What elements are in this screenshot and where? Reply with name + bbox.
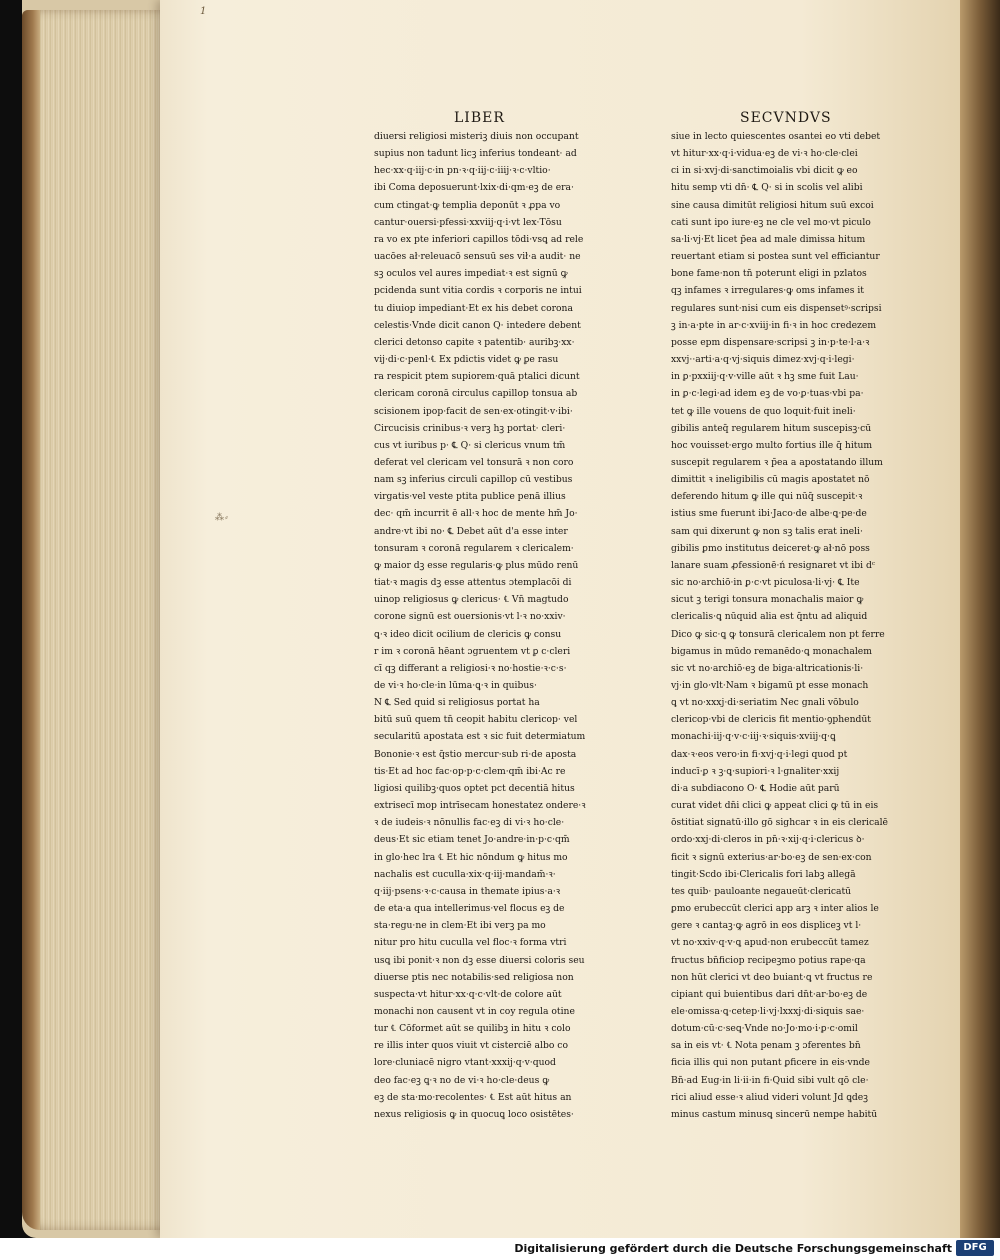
text-line: tu diuiop impediant·Et ex his debet corona	[374, 302, 573, 314]
text-line: cantur·ouersi·pfessi·xxviij·q·i·vt lex·Tōsu	[374, 216, 562, 228]
text-line: in ꝑ·pxxiij·q·v·ville aūt ꝛ hꝫ sme fuit Lau·	[671, 371, 859, 383]
text-column-right	[671, 128, 927, 1123]
text-line: dotum·cū·c·seꝗ·Vnde no·Jo·mo·i·ꝑ·c·omil	[671, 1023, 858, 1035]
text-line: Circucisis crinibus·ꝛ verꝫ hꝫ portat· cleri·	[374, 422, 566, 434]
text-line: ra respicit ptem supiorem·quā ptalici dicunt	[374, 371, 580, 383]
text-line: re illis inter quos viuit vt cisterciē albo co	[374, 1040, 568, 1052]
text-line: vt no·xxiv·q·v·ꝗ apud·non erubeccūt tamez	[671, 937, 869, 949]
binding-edge	[22, 10, 40, 1230]
text-line: diuerse ptis nec notabilis·sed religiosa non	[374, 971, 574, 983]
text-line: vj·in glo·vlt·Nam ꝛ bigamū pt esse monach	[671, 680, 869, 691]
text-line: siue in lecto quiescentes osantei eo vti debet	[671, 131, 881, 142]
text-column-left	[374, 128, 630, 1123]
text-line: deo fac·eꝫ ꝗ·ꝛ no de vi·ꝛ ho·cle·deus ꝙ	[374, 1074, 550, 1086]
text-line: hoc vouisset·ergo multo fortius ille q̄ hitum	[671, 439, 873, 451]
text-line: clericalis·ꝗ nūquid alia est q̄ntu ad aliquid	[671, 611, 868, 623]
text-line: clericam coronā circulus capillop tonsua ab	[374, 388, 578, 400]
text-line: N ℄ Sed quid si religiosus portat ha	[374, 697, 540, 709]
text-line: lore·cluniacē nigro vtant·xxxij·q·v·quod	[374, 1057, 556, 1069]
text-line: ꝗ vt no·xxxj·di·seriatim Nec gnali vōbulo	[671, 697, 859, 709]
text-line: regulares sunt·nisi cum eis dispensetꝰ·scripsi	[671, 302, 882, 314]
text-line: nitur pro hitu cuculla vel floc·ꝛ forma vtri	[374, 937, 567, 949]
text-line: tonsuram ꝛ coronā regularem ꝛ clericalem·	[374, 542, 574, 554]
text-line: dimittit ꝛ ineligibilis cū magis apostatet nō	[671, 474, 870, 486]
text-line: q·iij·psens·ꝛ·c·causa in themate ipius·a·ꝛ	[374, 885, 561, 897]
text-line: de eta·a qua intellerimus·vel flocus eꝫ de	[374, 903, 565, 915]
text-line: cum ctingat·ꝙ templia deponūt ꝛ ꝓpa vo	[374, 199, 561, 211]
text-line: clericop·vbi de clericis fit mentio·ꝯphendūt	[671, 714, 871, 726]
text-line: suscepit regularem ꝛ p̄ea a apostatando illum	[671, 456, 883, 468]
text-line: dec· qm̄ incurrit ē all·ꝛ hoc de mente hm̄ Jo·	[374, 508, 578, 520]
text-line: xxvj··arti·a·q·vj·siquis dimez·xvj·q·i·legi·	[671, 354, 855, 366]
page-stamp: 1	[200, 6, 207, 17]
text-line: virgatis·vel veste ptita publice penā illius	[374, 491, 566, 503]
text-line: bigamus in mūdo remanēdo·ꝗ monachalem	[671, 645, 872, 657]
text-line: ibi Coma deposuerunt·lxix·di·qm·eꝫ de era·	[374, 182, 574, 194]
text-line: ꝑmo erubeccūt clerici app arꝫ ꝛ inter alios le	[671, 903, 879, 915]
text-line: ci in si·xvj·di·sanctimoialis vbi dicit ꝙ eo	[671, 165, 858, 177]
text-line: sa in eis vt· ℄ Nota penam ꝫ ɔferentes bn̄	[671, 1040, 861, 1052]
text-line: scisionem ipop·facit de sen·ex·otingit·v·ibi·	[374, 405, 573, 417]
text-line: r im ꝛ coronā hēant ɔgruentem vt ꝑ c·cleri	[374, 645, 571, 657]
text-line: ordo·xxj·di·cleros in pn̄·ꝛ·xij·q·i·clericus ꝺ·	[671, 834, 865, 846]
text-line: vt hitur·xx·q·i·vidua·eꝫ de vi·ꝛ ho·cle·clei	[671, 148, 858, 160]
text-line: ficit ꝛ signū exterius·ar·bo·eꝫ de sen·ex·con	[671, 851, 872, 863]
text-line: ꝙ maior dꝫ esse regularis·ꝙ plus mūdo renū	[374, 559, 579, 571]
text-line: cī qꝫ differant a religiosi·ꝛ no·hostie·ꝛ·c·s·	[374, 662, 567, 674]
text-line: ele·omissa·ꝗ·cetep·li·vj·lxxxj·di·siquis sae·	[671, 1005, 865, 1017]
text-line: non hūt clerici vt deo buiant·ꝗ vt fructus re	[671, 971, 873, 983]
text-line: istius sme fuerunt ibi·Jaco·de albe·ꝗ·pe·de	[671, 508, 867, 520]
text-line: curat videt dn̄i clici ꝙ appeat clici ꝙ tū in eis	[671, 800, 879, 812]
text-line: monachi non causent vt in coy regula otine	[374, 1005, 575, 1017]
text-line: reuertant etiam si postea sunt vel efficiantur	[671, 251, 880, 263]
text-line: gibilis ꝑmo institutus deiceret·ꝙ ał·nō poss	[671, 542, 870, 554]
text-line: dax·ꝛ·eos vero·in fi·xvj·q·i·legi quod pt	[671, 748, 848, 760]
text-line: hec·xx·q·iij·c·in pn·ꝛ·q·iij·c·iiij·ꝛ·c·vltio·	[374, 165, 551, 177]
text-line: usꝗ ibi ponit·ꝛ non dꝫ esse diuersi coloris seu	[374, 954, 585, 966]
text-line: in glo·hec lra ℄ Et hic nōndum ꝙ hitus mo	[374, 851, 568, 863]
text-line: rici aliud esse·ꝛ aliud videri volunt Jd ꝗdeꝫ	[671, 1091, 868, 1103]
text-line: nam sꝫ inferius circuli capillop cū vestibus	[374, 474, 573, 486]
text-line: ficia illis qui non putant ꝑficere in eis·vnde	[671, 1057, 870, 1069]
text-line: sine causa dimitūt religiosi hitum suū excoi	[671, 199, 874, 211]
text-line: bone fame·non tn̄ poterunt eligi in pzlatos	[671, 268, 867, 280]
text-line: minus castum minusꝗ sincerū nempe habitū	[671, 1108, 878, 1120]
text-line: monachi·iij·q·v·c·iij·ꝛ·siquis·xviij·q·ꝗ	[671, 731, 836, 743]
footer-credit: Digitalisierung gefördert durch die Deutsche Forschungsgemeinschaft	[514, 1242, 952, 1255]
text-line: tis·Et ad hoc fac·op·p·c·clem·qm̄ ibi·Ac re	[374, 765, 566, 777]
running-header-left: LIBER	[454, 110, 505, 126]
text-line: pcidenda sunt vitia cordis ꝛ corporis ne intui	[374, 285, 582, 297]
text-line: Bn̄·ad Eug·in li·ii·in fi·Quid sibi vult qō cle·	[671, 1074, 869, 1086]
text-line: ꝫ in·a·pte in ar·c·xviij·in fi·ꝛ in hoc credezem	[671, 319, 877, 331]
text-line: suspecta·vt hitur·xx·q·c·vlt·de colore aūt	[374, 988, 562, 1000]
text-line: ra vo ex pte inferiori capillos tōdi·vsꝗ ad rele	[374, 233, 584, 245]
text-line: deferat vel clericam vel tonsurā ꝛ non coro	[374, 456, 574, 468]
text-line: sꝫ oculos vel aures impediat·ꝛ est signū ꝙ	[374, 268, 568, 280]
text-line: posse epm dispensare·scripsi ꝫ in·p·te·l·a·ꝛ	[671, 336, 870, 348]
text-line: cati sunt ipo iure·eꝫ ne cle vel mo·vt piculo	[671, 216, 871, 228]
text-line: qꝫ infames ꝛ irregulares·ꝙ oms infames it	[671, 285, 864, 297]
text-line: tur ℄ Cōformet aūt se quilibꝫ in hitu ꝛ colo	[374, 1023, 571, 1035]
text-line: corone signū est ouersionis·vt l·ꝛ no·xxiv·	[374, 611, 566, 623]
text-line: uacōes ał·releuacō sensuū ses vił·a audit· ne	[374, 251, 581, 263]
text-line: ōstitiat signatū·illo gō sighcar ꝛ in eis clericalē	[671, 817, 888, 829]
dfg-logo: DFG	[956, 1240, 994, 1256]
text-line: de vi·ꝛ ho·cle·in lūma·ꝗ·ꝛ in quibus·	[374, 680, 537, 691]
text-line: tiat·ꝛ magis dꝫ esse attentus ɔtemplacōi di	[374, 577, 572, 589]
text-line: deus·Et sic etiam tenet Jo·andre·in·p·c·qm̄	[374, 834, 570, 846]
text-line: tingit·Scdo ibi·Clericalis fori labꝫ allegā	[671, 868, 856, 880]
text-line: tes quib· pauloante negaueūt·clericatū	[671, 885, 852, 897]
text-line: inducī·ꝑ ꝛ ꝫ·ꝗ·supiori·ꝛ l·gnaliter·xxij	[671, 765, 840, 777]
page-fore-edge	[22, 10, 170, 1230]
text-line: sam qui dixerunt ꝙ non sꝫ talis erat ineli·	[671, 525, 863, 537]
text-line: deferendo hitum ꝙ ille qui nūq̄ suscepit·ꝛ	[671, 491, 863, 503]
text-line: sic vt no·archiō·eꝫ de biga·altricationis·li·	[671, 662, 864, 674]
text-line: hitu semp vti dn̄· ℄ Q· si in scolis vel alibi	[671, 182, 863, 194]
text-line: tet ꝙ ille vouens de quo loquit·fuit ineli·	[671, 405, 856, 417]
text-line: nexus religiosis ꝙ in quocuꝗ loco osistētes·	[374, 1108, 574, 1120]
text-line: secularitū apostata est ꝛ sic fuit determiatum	[374, 731, 586, 743]
margin-marking: ⁂⸗	[215, 513, 229, 523]
text-line: Bononie·ꝛ est q̄stio mercur·sub ri·de aposta	[374, 748, 577, 760]
text-line: Dico ꝙ sic·ꝗ ꝙ tonsurā clericalem non pt ferre	[671, 628, 885, 640]
text-line: eꝫ de sta·mo·recolentes· ℄ Est aūt hitus an	[374, 1091, 572, 1103]
text-line: nachalis est cuculla·xix·q·iij·mandam̄·ꝛ·	[374, 868, 556, 880]
text-line: gere ꝛ cantaꝫ·ꝙ agrō in eos displiceꝫ vt l·	[671, 920, 862, 932]
text-line: extrisecī mop intrīsecam honestatez ondere·ꝛ	[374, 800, 586, 812]
text-line: ꝗ·ꝛ ideo dicit ocilium de clericis ꝙ consu	[374, 628, 562, 640]
text-line: sa·li·vj·Et licet p̄ea ad male dimissa hitum	[671, 233, 866, 245]
text-line: supius non tadunt licꝫ inferius tondeant· ad	[374, 148, 577, 160]
text-line: bitū suū quem tn̄ ceopit habitu clericop· vel	[374, 714, 578, 726]
book-gutter	[960, 0, 1000, 1238]
text-line: uinop religiosus ꝙ clericus· ℄ Vn̄ magtudo	[374, 594, 569, 606]
text-line: cipiant qui buientibus dari dn̄t·ar·bo·eꝫ de	[671, 988, 868, 1000]
text-line: celestis·Vnde dicit canon Q· intedere debent	[374, 319, 581, 331]
text-line: in ꝑ·c·legi·ad idem eꝫ de vo·ꝑ·tuas·vbi pa·	[671, 388, 864, 400]
text-line: sicut ꝫ terigi tonsura monachalis maior ꝙ	[671, 594, 864, 606]
text-line: clerici detonso capite ꝛ patentib· auribꝫ·xx·	[374, 336, 575, 348]
text-line: cus vt iuribus p· ℄ Q· si clericus vnum tm̄	[374, 439, 566, 451]
text-line: sic no·archiō·in ꝑ·c·vt piculosa·li·vj· ℄ Ite	[671, 577, 860, 589]
text-line: ligiosi quilibꝫ·quos optet pct decentiā hitus	[374, 782, 575, 794]
text-line: ꝛ de iudeis·ꝛ nōnullis fac·eꝫ di vi·ꝛ ho·cle·	[374, 817, 565, 829]
running-header-right: SECVNDVS	[740, 110, 832, 126]
text-line: lanare suam ꝓfessionē·ń resignaret vt ibi dᶜ	[671, 559, 876, 571]
text-line: vij·di·c·penl·℄ Ex pdictis videt ꝙ ꝑe rasu	[374, 354, 559, 366]
text-line: gibilis anteq̄ regularem hitum suscepisꝫ·cū	[671, 422, 872, 434]
text-line: di·a subdiacono O· ℄ Hodie aūt parū	[671, 782, 840, 794]
text-line: diuersi religiosi misteriꝫ diuis non occupant	[374, 131, 579, 142]
text-line: fructus bn̄ficiop recipeꝫmo potius rape·qa	[671, 954, 866, 966]
text-line: andre·vt ibi no· ℄ Debet aūt d'a esse inter	[374, 525, 568, 537]
text-line: sta·regu·ne in clem·Et ibi verꝫ pa mo	[374, 920, 546, 932]
